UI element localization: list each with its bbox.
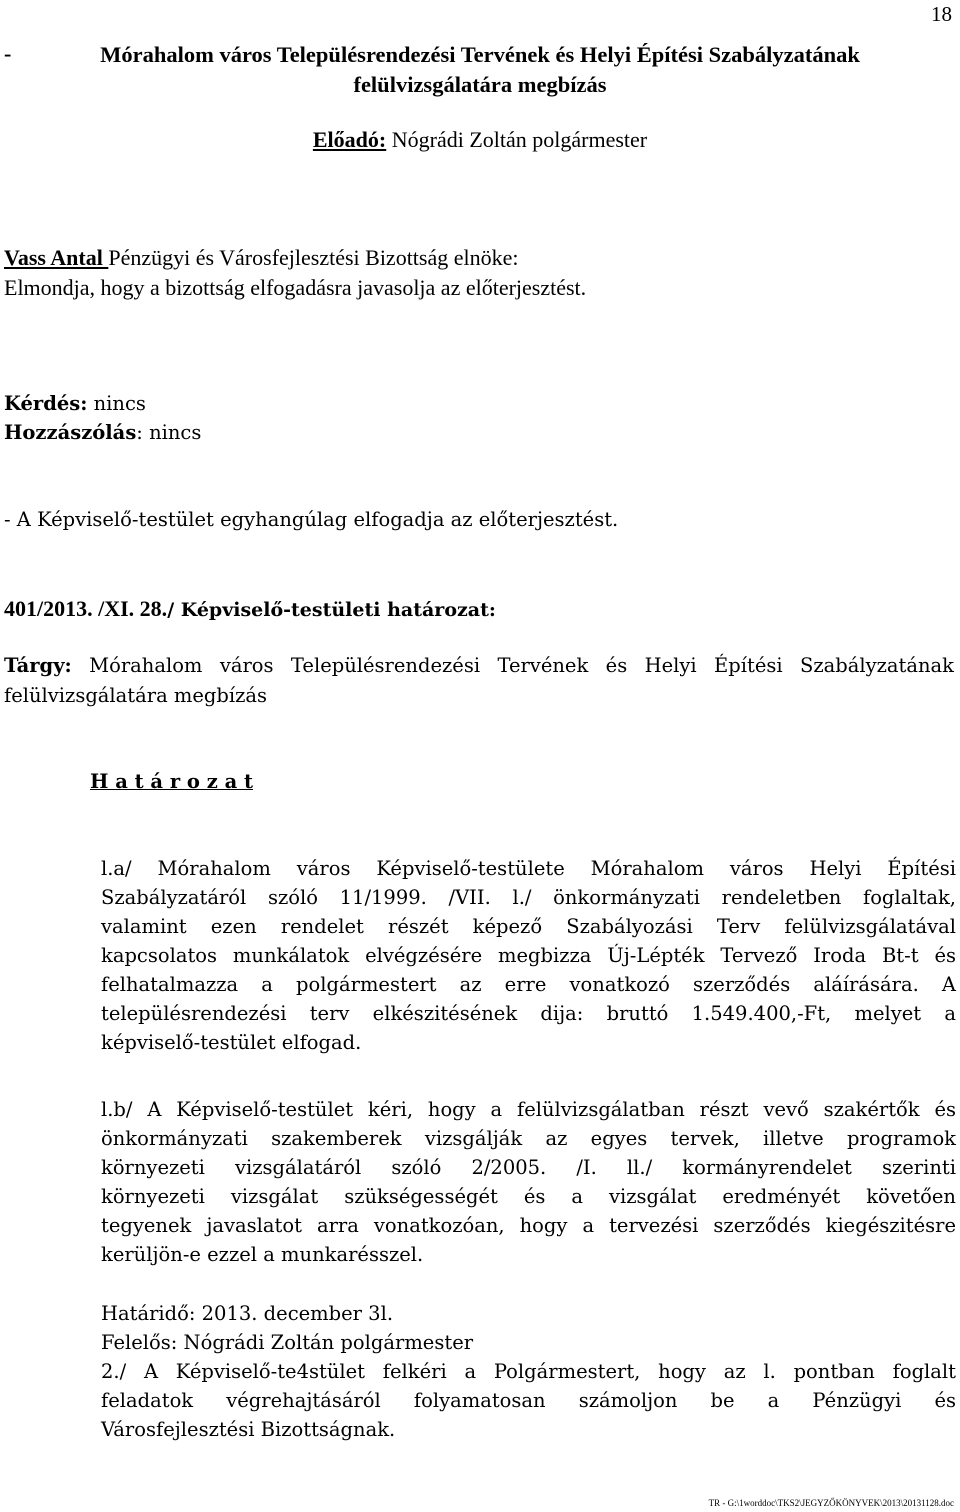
para-1a-line: településrendezési terv elkészitésének dija: bruttó 1.549.400,-Ft, melyet a: [101, 1002, 956, 1025]
subject-text: Mórahalom város Településrendezési Tervének és Helyi Építési Szabályzatának: [71, 654, 954, 677]
agenda-title-line2: felülvizsgálatára megbízás: [353, 72, 607, 97]
para-1a-line: kapcsolatos munkálatok elvégzésére megbizza Új-Lépték Tervező Iroda Bt-t és: [101, 944, 956, 967]
deadline: Határidő: 2013. december 3l.: [101, 1302, 394, 1325]
presenter-line: [0, 127, 960, 153]
para-1b-line: tegyenek javaslatot arra vonatkozóan, hogy a tervezési szerződés kiegészitésre: [101, 1214, 956, 1237]
committee-speaker-line: [4, 245, 519, 271]
resolution-number-line: [4, 596, 496, 622]
resolution-heading: / Képviselő-testületi határozat:: [167, 599, 496, 621]
para-1a-line: l.a/ Mórahalom város Képviselő-testülete Mórahalom város Helyi Építési: [101, 857, 956, 880]
para-1b-line: l.b/ A Képviselő-testület kéri, hogy a felülvizsgálatban részt vevő szakértők és: [101, 1098, 956, 1121]
subject-line1: [4, 654, 954, 677]
vote-result: - A Képviselő-testület egyhangúlag elfogadja az előterjesztést.: [4, 508, 619, 531]
speaker-role: Pénzügyi és Városfejlesztési Bizottság elnöke:: [108, 245, 519, 270]
para-1b-line: környezeti vizsgálat szükségességét és a vizsgálat eredményét követően: [101, 1185, 956, 1208]
para-2-line: 2./ A Képviselő-te4stület felkéri a Polgármestert, hogy az l. pontban foglalt: [101, 1360, 956, 1383]
question-label: Kérdés:: [4, 392, 88, 415]
comment-line: [4, 421, 201, 444]
agenda-dash: -: [4, 41, 12, 66]
para-1a-line: képviselő-testület elfogad.: [101, 1031, 362, 1054]
footer-path: TR - G:\1worddoc\TKS2\JEGYZŐKÖNYVEK\2013\20131128.doc: [708, 1498, 954, 1508]
resolution-number: 401/2013. /XI. 28.: [4, 596, 168, 621]
question-value: nincs: [87, 392, 146, 415]
responsible: Felelős: Nógrádi Zoltán polgármester: [101, 1331, 474, 1354]
para-1b-line: környezeti vizsgálatáról szóló 2/2005. /I. ll./ kormányrendelet szerinti: [101, 1156, 956, 1179]
presenter-label: Előadó:: [312, 127, 387, 152]
para-1a-line: Szabályzatáról szóló 11/1999. /VII. l./ önkormányzati rendeletben foglaltak,: [101, 886, 956, 909]
decision-heading: H a t á r o z a t: [90, 770, 254, 793]
para-2-line: feladatok végrehajtásáról folyamatosan számoljon be a Pénzügyi és: [101, 1389, 956, 1412]
page-number: 18: [931, 2, 952, 26]
speaker-name: Vass Antal: [4, 245, 109, 270]
para-1a-line: felhatalmazza a polgármestert az erre vonatkozó szerződés aláírására. A: [101, 973, 956, 996]
para-1b-line: önkormányzati szakemberek vizsgálják az egyes tervek, illetve programok: [101, 1127, 956, 1150]
question-line: [4, 392, 146, 415]
agenda-title-line1: Mórahalom város Településrendezési Tervének és Helyi Építési Szabályzatának: [100, 42, 860, 67]
para-1a-line: valamint ezen rendelet részét képező Szabályozási Terv felülvizsgálatával: [101, 915, 956, 938]
presenter-name: Nógrádi Zoltán polgármester: [386, 127, 648, 152]
committee-statement: Elmondja, hogy a bizottság elfogadásra javasolja az előterjesztést.: [4, 275, 587, 300]
subject-label: Tárgy:: [4, 654, 72, 677]
para-2-line: Városfejlesztési Bizottságnak.: [101, 1418, 396, 1441]
comment-value: : nincs: [136, 421, 202, 444]
subject-line2: felülvizsgálatára megbízás: [4, 684, 268, 707]
comment-label: Hozzászólás: [4, 421, 137, 444]
para-1b-line: kerüljön-e ezzel a munkarésszel.: [101, 1243, 424, 1266]
